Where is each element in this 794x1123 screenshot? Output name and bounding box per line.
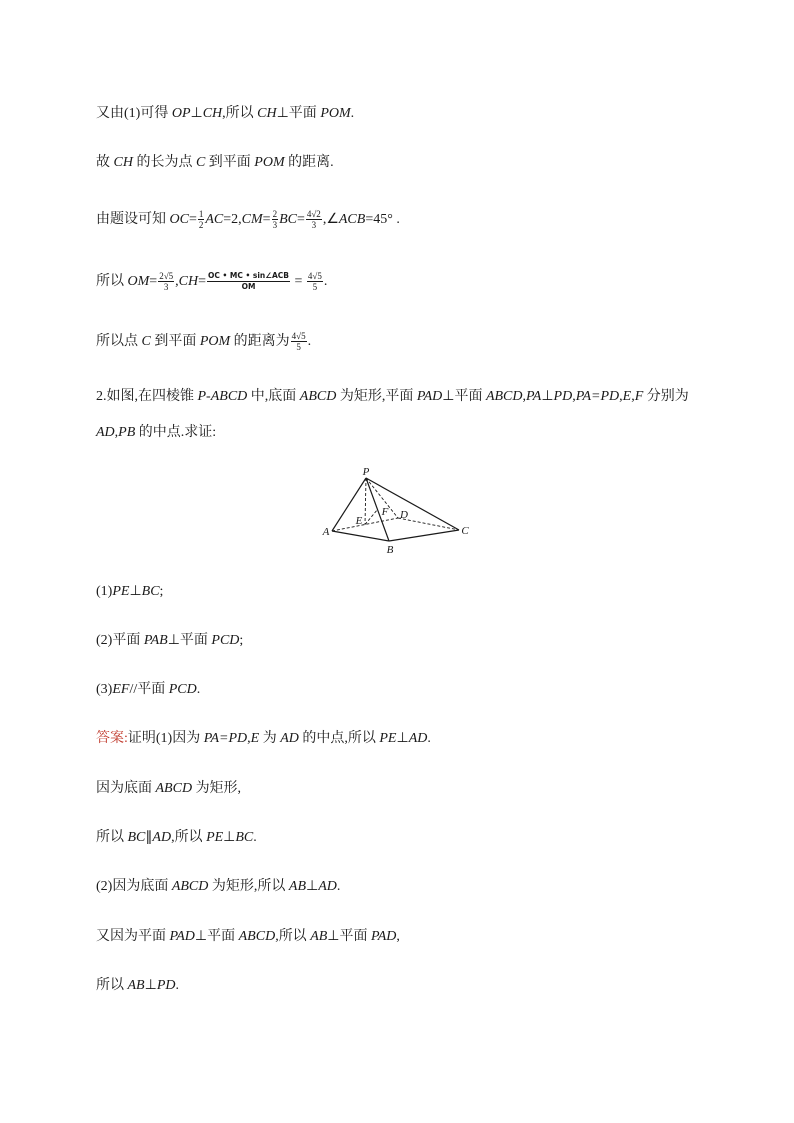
text-run: ∥ — [145, 830, 153, 845]
text-run: 所以 — [96, 978, 128, 993]
math-variable: CH — [257, 106, 277, 121]
text-run: ⊥平面 — [327, 929, 371, 944]
edge-pc — [366, 478, 459, 530]
segment-pe — [365, 478, 366, 525]
math-variable: ABCD — [299, 389, 337, 404]
question-part — [96, 630, 243, 652]
edge-ab — [332, 531, 389, 541]
text-run: . — [175, 978, 179, 993]
text-run: (3) — [96, 682, 113, 697]
text-run: . — [427, 731, 431, 746]
text-line — [96, 271, 327, 293]
text-line — [96, 103, 354, 125]
text-run: 为 — [259, 731, 281, 746]
text-run: ⊥ — [144, 978, 157, 993]
text-run: 分别为 — [643, 389, 689, 404]
math-variable: AB — [288, 879, 306, 894]
math-variable: PAD — [169, 929, 195, 944]
text-run: 的长为点 — [132, 155, 196, 170]
text-line — [96, 975, 179, 997]
text-run: ,所以 — [171, 830, 207, 845]
fraction — [198, 209, 205, 230]
answer-line — [96, 728, 431, 750]
text-run: ⊥ — [129, 584, 142, 599]
math-variable: PA=PD — [203, 731, 248, 746]
point-label-f: F — [381, 506, 389, 518]
text-run: . — [196, 682, 201, 697]
text-run: ⊥平面 — [276, 106, 321, 121]
text-run: , — [114, 425, 119, 440]
question-part — [96, 581, 163, 603]
text-run: . — [307, 334, 312, 349]
math-variable: POM — [320, 106, 351, 121]
text-line — [96, 926, 400, 948]
fraction-numerator: 1 — [198, 209, 204, 220]
text-run: . — [350, 106, 355, 121]
text-run: 证明(1)因为 — [127, 731, 204, 746]
text-run: . — [323, 274, 328, 289]
text-run: = — [149, 274, 158, 289]
math-variable: CH — [178, 274, 199, 289]
math-variable: ABCD — [485, 389, 523, 404]
text-run: ⊥ — [541, 389, 554, 404]
text-run: 为矩形,所以 — [208, 879, 289, 894]
math-variable: AD — [152, 830, 172, 845]
text-run: . — [253, 830, 257, 845]
fraction-denominator: OM — [241, 282, 256, 292]
text-run: =2, — [223, 212, 242, 227]
text-run: . — [336, 879, 341, 894]
text-run: 所以点 — [96, 334, 142, 349]
text-run: 的距离. — [284, 155, 334, 170]
text-run: 为矩形, — [192, 781, 242, 796]
fraction — [291, 331, 307, 352]
text-run: 所以 — [96, 274, 128, 289]
text-run: 的中点.求证: — [135, 425, 217, 440]
math-variable: OM — [127, 274, 150, 289]
text-run: , — [522, 389, 527, 404]
math-variable: ABCD — [238, 929, 276, 944]
text-run: 又由(1)可得 — [96, 106, 172, 121]
text-run: 的中点,所以 — [298, 731, 380, 746]
math-variable: C — [141, 334, 151, 349]
fraction-numerator: 4√5 — [291, 331, 306, 342]
math-variable: PE — [206, 830, 224, 845]
math-variable: PE — [112, 584, 130, 599]
fraction-denominator: 3 — [163, 282, 169, 293]
text-line — [96, 827, 257, 849]
text-run: 所以 — [96, 830, 128, 845]
fraction — [158, 271, 174, 292]
vertex-label-b: B — [386, 544, 394, 556]
text-run: = — [291, 274, 306, 289]
pyramid-figure — [320, 465, 480, 560]
fraction-denominator: 5 — [296, 342, 301, 353]
problem-statement — [96, 422, 216, 444]
math-variable: AD — [408, 731, 428, 746]
text-run: 中,底面 — [247, 389, 300, 404]
math-variable: CH — [202, 106, 223, 121]
answer-label: 答案: — [96, 731, 128, 746]
math-variable: OP — [171, 106, 191, 121]
text-run: //平面 — [129, 682, 169, 697]
math-variable: ACB — [338, 212, 366, 227]
math-variable: CH — [113, 155, 133, 170]
text-run: 故 — [96, 155, 114, 170]
text-line — [96, 876, 340, 898]
text-run: , — [619, 389, 623, 404]
math-variable: ABCD — [171, 879, 209, 894]
math-variable: PCD — [211, 633, 240, 648]
vertex-label-d: D — [400, 509, 408, 521]
text-run: (2)因为底面 — [96, 879, 172, 894]
text-run: ⊥ — [306, 879, 319, 894]
math-variable: POM — [254, 155, 285, 170]
math-variable: AD — [280, 731, 299, 746]
vertex-label-c: C — [461, 525, 469, 537]
text-run: 由题设可知 — [96, 212, 170, 227]
math-variable: AB — [310, 929, 328, 944]
text-line — [96, 778, 241, 800]
question-part — [96, 679, 200, 701]
fraction-denominator: 3 — [311, 220, 317, 231]
math-variable: PAD — [371, 929, 397, 944]
text-run: ⊥ — [396, 731, 409, 746]
math-variable: CM — [241, 212, 263, 227]
text-line — [96, 209, 400, 231]
math-variable: OC — [169, 212, 189, 227]
text-run: = — [296, 212, 305, 227]
text-run: ⊥平面 — [167, 633, 212, 648]
math-variable: PD — [156, 978, 176, 993]
text-run: , — [572, 389, 576, 404]
text-run: , — [175, 274, 179, 289]
text-run: =45° . — [365, 212, 400, 227]
text-run: 因为底面 — [96, 781, 156, 796]
text-run: = — [188, 212, 197, 227]
fraction-numerator: 4√2 — [306, 209, 321, 220]
fraction — [306, 209, 322, 230]
fraction-numerator: 2 — [272, 209, 278, 220]
fraction-denominator: 2 — [198, 220, 204, 231]
math-variable: PA=PD — [575, 389, 620, 404]
vertex-label-a: A — [322, 526, 330, 538]
math-variable: BC — [279, 212, 297, 227]
text-run: 2.如图,在四棱锥 — [96, 389, 198, 404]
math-variable: AC — [205, 212, 224, 227]
text-run: ,∠ — [322, 212, 339, 227]
fraction-denominator: 3 — [272, 220, 278, 231]
text-run: ,所以 — [275, 929, 311, 944]
text-line — [96, 331, 311, 353]
text-run: ; — [159, 584, 164, 599]
math-variable: E — [622, 389, 632, 404]
text-run: ; — [239, 633, 244, 648]
math-variable: AD — [96, 425, 115, 440]
text-run: ⊥ — [190, 106, 203, 121]
math-variable: AD — [318, 879, 337, 894]
math-variable: EF — [112, 682, 130, 697]
edge-bc — [389, 530, 459, 541]
fraction-denominator: 5 — [312, 282, 318, 293]
math-variable: ABCD — [155, 781, 193, 796]
fraction — [272, 209, 279, 230]
math-variable: E — [250, 731, 260, 746]
math-variable: PCD — [168, 682, 197, 697]
text-run: , — [396, 929, 400, 944]
text-run: 又因为平面 — [96, 929, 170, 944]
text-run: ⊥平面 — [442, 389, 486, 404]
fraction — [307, 271, 323, 292]
text-run: (2)平面 — [96, 633, 144, 648]
text-run: ⊥平面 — [194, 929, 239, 944]
math-variable: PB — [118, 425, 136, 440]
math-variable: P-ABCD — [197, 389, 248, 404]
text-run: , — [631, 389, 635, 404]
math-variable: BC — [141, 584, 160, 599]
math-variable: PD — [553, 389, 573, 404]
text-run: 的距离为 — [230, 334, 290, 349]
text-run: 为矩形,平面 — [336, 389, 417, 404]
text-run: = — [198, 274, 206, 289]
fraction — [207, 271, 290, 292]
text-line — [96, 152, 334, 174]
math-variable: AB — [127, 978, 145, 993]
math-variable: PAB — [143, 633, 168, 648]
text-run: ⊥ — [223, 830, 236, 845]
problem-statement — [96, 386, 689, 408]
fraction-numerator: OC • MC • sin∠ACB — [208, 271, 290, 281]
text-run: = — [262, 212, 271, 227]
fraction-numerator: 2√5 — [159, 271, 174, 282]
text-run: (1) — [96, 584, 113, 599]
math-variable: F — [634, 389, 644, 404]
vertex-label-p: P — [362, 466, 370, 478]
text-run: 到平面 — [150, 334, 200, 349]
math-variable: BC — [127, 830, 146, 845]
text-run: , — [247, 731, 251, 746]
math-variable: C — [195, 155, 206, 170]
math-variable: POM — [199, 334, 231, 349]
text-run: ,所以 — [222, 106, 258, 121]
text-run: 到平面 — [205, 155, 255, 170]
math-variable: PE — [379, 731, 397, 746]
math-variable: BC — [235, 830, 254, 845]
math-variable: PAD — [416, 389, 443, 404]
math-variable: PA — [526, 389, 542, 404]
point-label-e: E — [355, 515, 363, 527]
fraction-numerator: 4√5 — [307, 271, 322, 282]
segment-ef — [365, 510, 378, 525]
